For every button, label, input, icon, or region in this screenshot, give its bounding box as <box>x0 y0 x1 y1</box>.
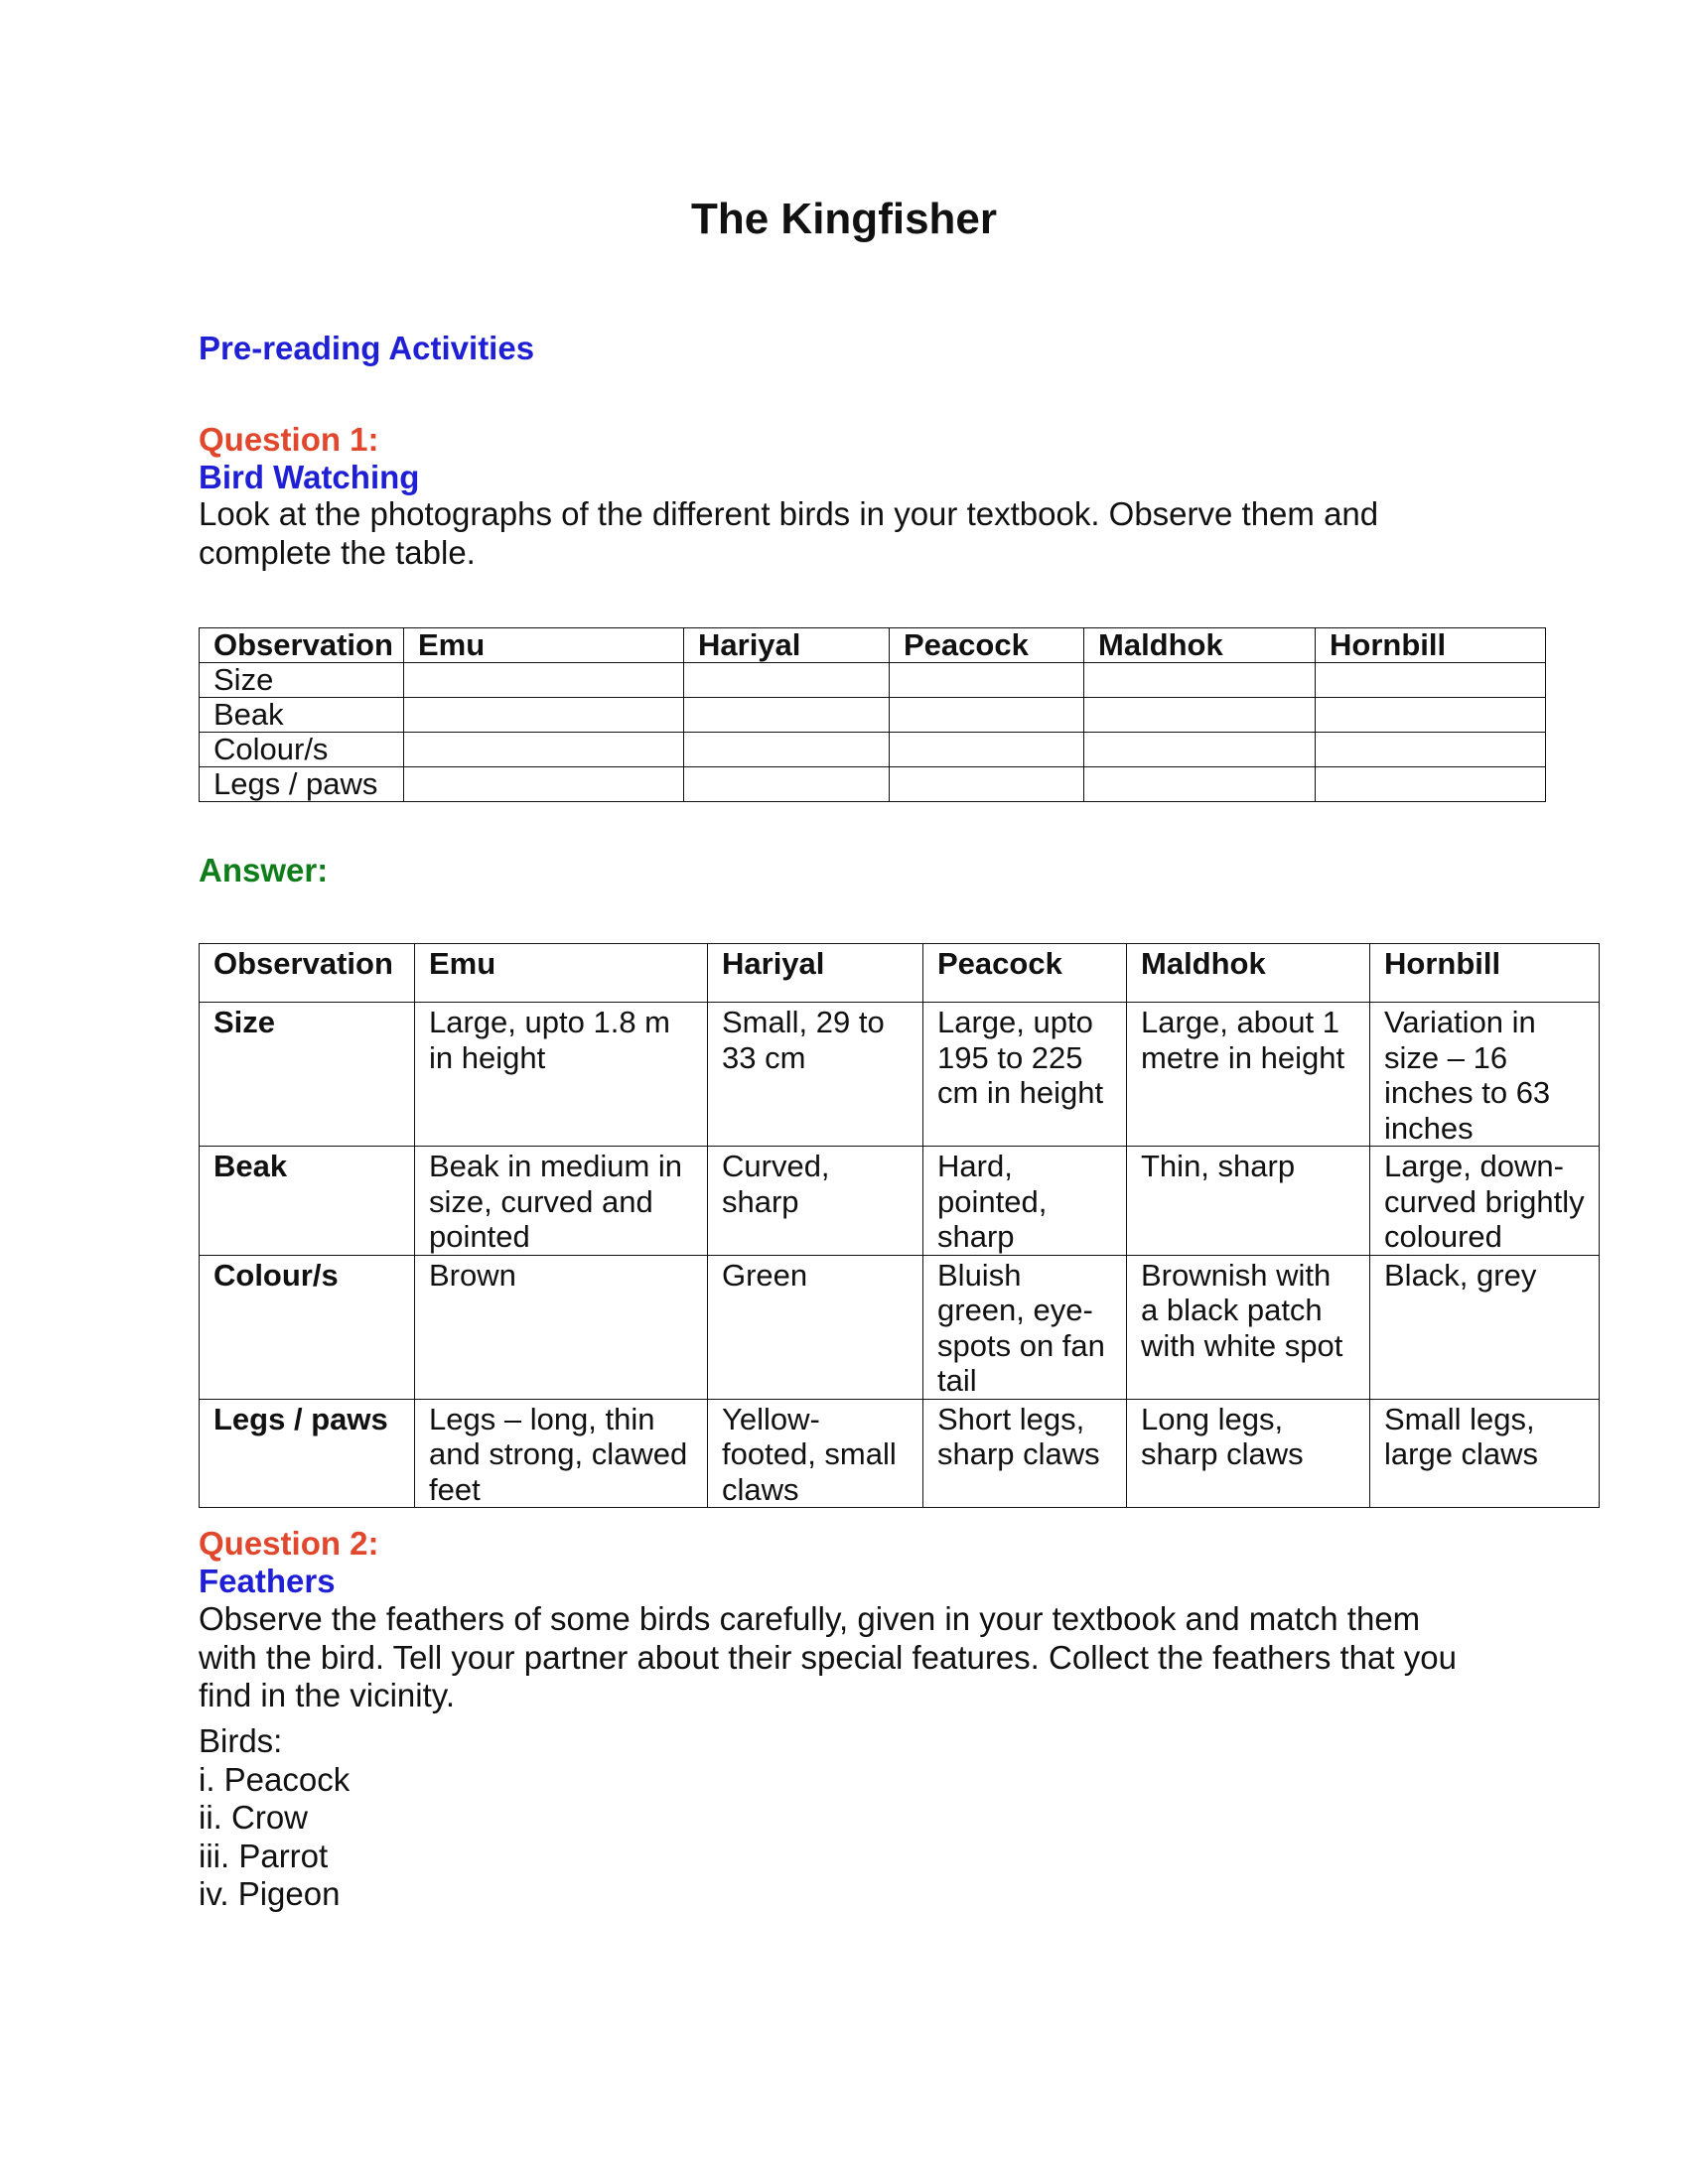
header-cell: Hariyal <box>708 944 923 1003</box>
question-2-topic: Feathers <box>199 1563 336 1599</box>
blank-cell <box>1084 767 1316 802</box>
blank-cell <box>684 767 890 802</box>
table-cell: Long legs, sharp claws <box>1127 1399 1370 1508</box>
table-cell: Legs – long, thin and strong, clawed feet <box>415 1399 708 1508</box>
table-header-row <box>200 628 1546 663</box>
question-1-line: Look at the photographs of the different birds in your textbook. Observe them and <box>199 495 1379 532</box>
blank-cell <box>890 698 1084 733</box>
blank-cell <box>1316 767 1546 802</box>
header-cell: Emu <box>404 628 684 663</box>
table-row <box>200 663 1546 698</box>
table-cell: Brown <box>415 1255 708 1399</box>
question-2-line: find in the vicinity. <box>199 1677 456 1713</box>
blank-cell <box>1316 698 1546 733</box>
table-row <box>200 698 1546 733</box>
answer-label: Answer: <box>199 852 329 888</box>
table-cell: Variation in size – 16 inches to 63 inches <box>1370 1003 1600 1147</box>
blank-cell <box>1084 698 1316 733</box>
header-cell: Hornbill <box>1370 944 1600 1003</box>
table-cell: Green <box>708 1255 923 1399</box>
table-header-row <box>200 944 1600 1003</box>
table-cell: Small legs, large claws <box>1370 1399 1600 1508</box>
birds-label: Birds: <box>199 1722 283 1759</box>
question-1-number: Question 1: <box>199 421 379 458</box>
table-cell: Curved, sharp <box>708 1147 923 1256</box>
blank-cell <box>404 698 684 733</box>
row-label: Legs / paws <box>200 1399 415 1508</box>
header-cell: Observation <box>200 944 415 1003</box>
blank-cell <box>404 663 684 698</box>
question-1-line: complete the table. <box>199 533 476 571</box>
blank-observation-table <box>199 627 1546 802</box>
blank-cell <box>890 767 1084 802</box>
blank-cell <box>1316 733 1546 767</box>
blank-cell <box>684 733 890 767</box>
blank-cell <box>684 663 890 698</box>
page-title: The Kingfisher <box>690 195 998 243</box>
row-label: Colour/s <box>200 733 404 767</box>
blank-cell <box>404 767 684 802</box>
table-cell: Small, 29 to 33 cm <box>708 1003 923 1147</box>
question-2-text <box>199 1600 1457 1715</box>
question-1-topic: Bird Watching <box>199 459 420 495</box>
table-cell: Beak in medium in size, curved and pointed <box>415 1147 708 1256</box>
table-cell: Brownish with a black patch with white spot <box>1127 1255 1370 1399</box>
blank-cell <box>890 733 1084 767</box>
header-cell: Maldhok <box>1084 628 1316 663</box>
blank-cell <box>1316 663 1546 698</box>
list-item: ii. Crow <box>199 1799 309 1836</box>
row-label: Beak <box>200 698 404 733</box>
table-row <box>200 1003 1600 1147</box>
table-row <box>200 733 1546 767</box>
question-1-text <box>199 495 1378 572</box>
table-cell: Large, upto 195 to 225 cm in height <box>923 1003 1127 1147</box>
table-cell: Thin, sharp <box>1127 1147 1370 1256</box>
question-2-line: with the bird. Tell your partner about their special features. Collect the feathers that you <box>199 1638 1457 1676</box>
table-cell: Large, about 1 metre in height <box>1127 1003 1370 1147</box>
table-cell: Short legs, sharp claws <box>923 1399 1127 1508</box>
question-2-number: Question 2: <box>199 1525 379 1562</box>
blank-cell <box>684 698 890 733</box>
blank-cell <box>404 733 684 767</box>
table-row <box>200 1147 1600 1256</box>
section-heading: Pre-reading Activities <box>199 330 535 366</box>
table-cell: Large, down-curved brightly coloured <box>1370 1147 1600 1256</box>
header-cell: Maldhok <box>1127 944 1370 1003</box>
table-cell: Bluish green, eye-spots on fan tail <box>923 1255 1127 1399</box>
header-cell: Hornbill <box>1316 628 1546 663</box>
row-label: Beak <box>200 1147 415 1256</box>
list-item: i. Peacock <box>199 1760 351 1798</box>
question-2-line: Observe the feathers of some birds carefully, given in your textbook and match them <box>199 1600 1421 1637</box>
table-row <box>200 767 1546 802</box>
row-label: Size <box>200 663 404 698</box>
blank-cell <box>890 663 1084 698</box>
header-cell: Observation <box>200 628 404 663</box>
table-cell: Hard, pointed, sharp <box>923 1147 1127 1256</box>
header-cell: Peacock <box>890 628 1084 663</box>
table-row <box>200 1399 1600 1508</box>
row-label: Size <box>200 1003 415 1147</box>
table-cell: Large, upto 1.8 m in height <box>415 1003 708 1147</box>
row-label: Legs / paws <box>200 767 404 802</box>
birds-list <box>199 1722 350 1914</box>
header-cell: Peacock <box>923 944 1127 1003</box>
header-cell: Emu <box>415 944 708 1003</box>
list-item: iv. Pigeon <box>199 1875 341 1912</box>
answer-table <box>199 943 1600 1508</box>
row-label: Colour/s <box>200 1255 415 1399</box>
table-cell: Yellow-footed, small claws <box>708 1399 923 1508</box>
table-cell: Black, grey <box>1370 1255 1600 1399</box>
header-cell: Hariyal <box>684 628 890 663</box>
list-item: iii. Parrot <box>199 1837 329 1874</box>
blank-cell <box>1084 733 1316 767</box>
table-row <box>200 1255 1600 1399</box>
blank-cell <box>1084 663 1316 698</box>
